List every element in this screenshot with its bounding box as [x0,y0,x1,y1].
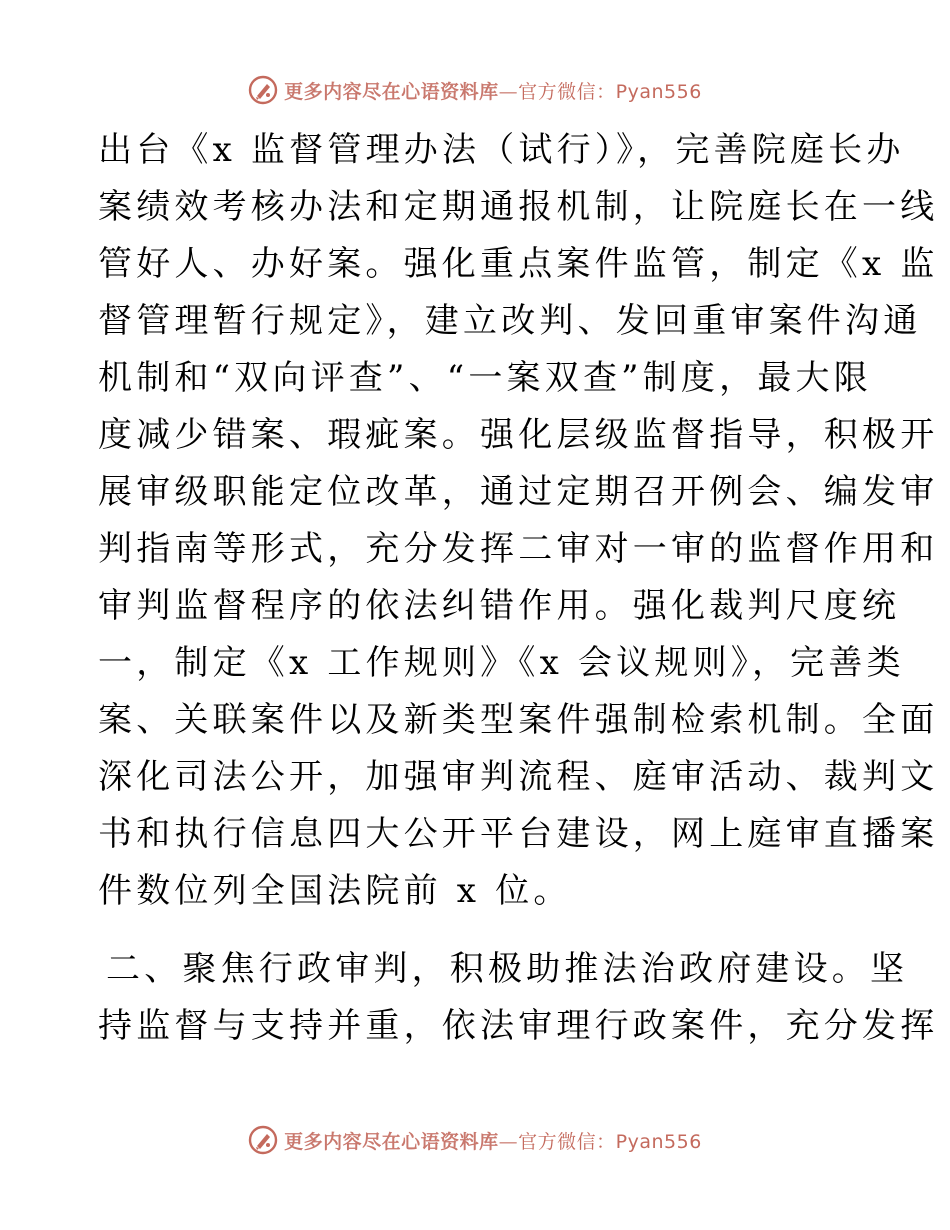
watermark-dash: — [498,1130,519,1153]
pen-logo-icon [248,75,278,105]
header-watermark [0,70,950,110]
text-line: 深化司法公开，加强审判流程、庭审活动、裁判文 [98,757,939,797]
text-line: 出台《x 监督管理办法（试行）》，完善院庭长办 [98,130,905,170]
text-line: 机制和“双向评查”、“一案双查”制度，最大限 [98,358,872,398]
watermark-dash: — [498,80,519,103]
section-heading-line: 二、聚焦行政审判，积极助推法治政府建设。坚 [106,949,909,989]
text-line: 判指南等形式，充分发挥二审对一审的监督作用和 [98,529,939,569]
watermark-text [284,77,702,104]
text-line: 度减少错案、瑕疵案。强化层级监督指导，积极开 [98,415,939,455]
text-line: 管好人、办好案。强化重点案件监管，制定《x 监 [98,244,939,284]
text-line: 书和执行信息四大公开平台建设，网上庭审直播案 [98,814,939,854]
text-line: 持监督与支持并重，依法审理行政案件，充分发挥 [98,1006,939,1046]
watermark-sub: 官方微信：Pyan556 [518,1130,702,1153]
document-body [98,122,939,1055]
watermark-text [284,1127,702,1154]
watermark-sub: 官方微信：Pyan556 [518,80,702,103]
text-line: 展审级职能定位改革，通过定期召开例会、编发审 [98,472,939,512]
paragraph-2 [98,941,939,1055]
paragraph-1 [98,122,939,920]
text-line: 件数位列全国法院前 x 位。 [98,871,572,911]
pen-logo-icon [248,1125,278,1155]
text-line: 督管理暂行规定》，建立改判、发回重审案件沟通 [98,301,922,341]
watermark-main: 更多内容尽在心语资料库 [284,1130,499,1153]
text-line: 案绩效考核办法和定期通报机制，让院庭长在一线 [98,187,939,227]
text-line: 审判监督程序的依法纠错作用。强化裁判尺度统 [98,586,901,626]
footer-watermark [0,1120,950,1160]
text-line: 一，制定《x 工作规则》《x 会议规则》，完善类 [98,643,905,683]
text-line: 案、关联案件以及新类型案件强制检索机制。全面 [98,700,939,740]
watermark-main: 更多内容尽在心语资料库 [284,80,499,103]
